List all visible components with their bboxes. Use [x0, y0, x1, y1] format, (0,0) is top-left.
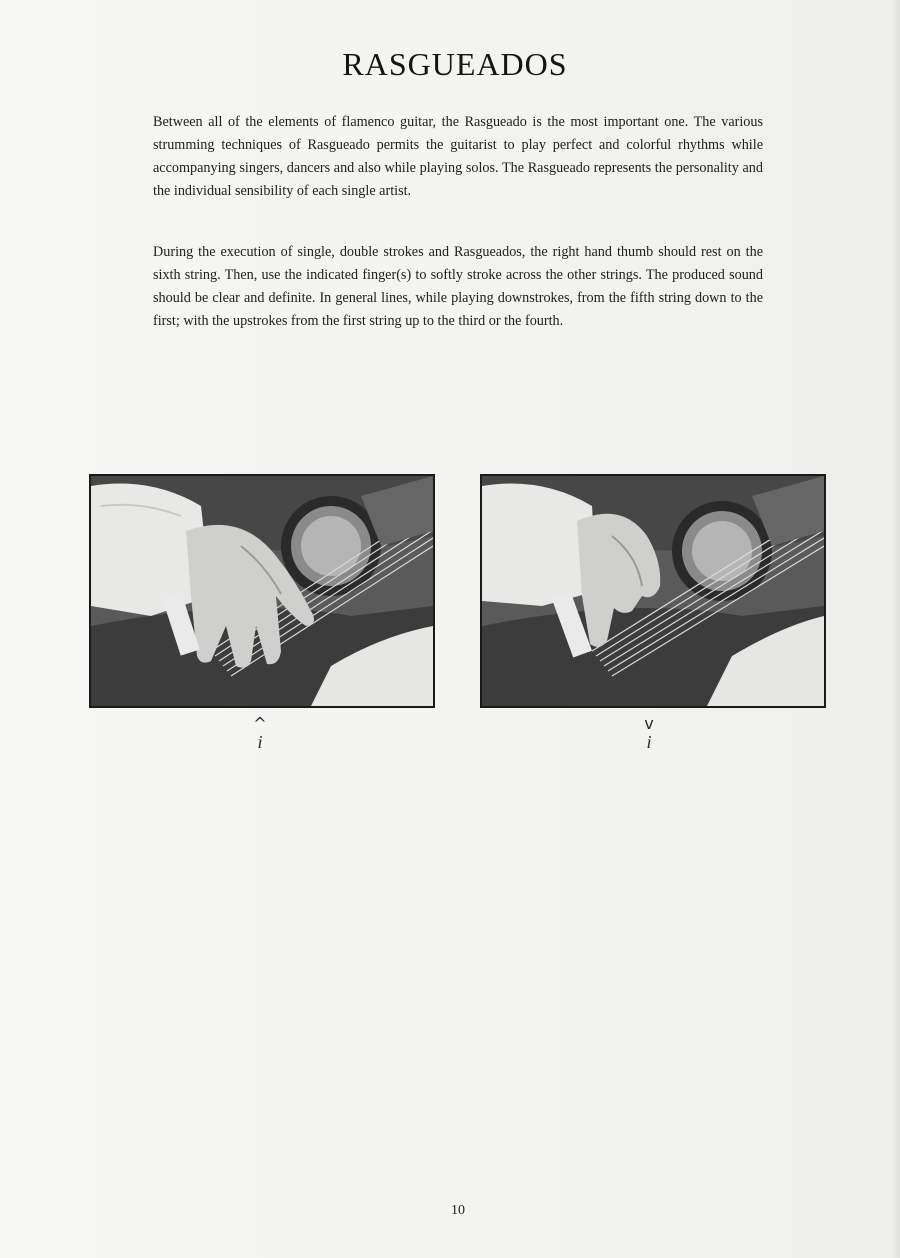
guitar-hand-downstroke-image — [482, 476, 824, 706]
downstroke-symbol: v — [644, 714, 654, 733]
upstroke-symbol: ^ — [253, 714, 267, 733]
page-title: RASGUEADOS — [342, 46, 568, 82]
page-number: 10 — [451, 1203, 465, 1218]
upstroke-label — [245, 716, 275, 752]
technique-paragraph: During the execution of single, double strokes and Rasgueados, the right hand thumb should rest on the sixth string. Then, use the indicated finger(s) to softly stroke across the other strings. The produced sound should be clear and definite. In general lines, while playing downstrokes, from the fifth string down to the first; with the upstrokes from the first string up to the third or the fourth. — [153, 244, 763, 329]
intro-paragraph: Between all of the elements of flamenco guitar, the Rasgueado is the most important one. The various strumming techniques of Rasgueado permits the guitarist to play perfect and colorful rhythms while accompanying singers, dancers and also while playing solos. The Rasgueado represents the personality and the individual sensibility of each single artist. — [153, 114, 763, 199]
page-edge-shadow — [892, 0, 900, 1258]
finger-index-label: i — [646, 732, 652, 752]
downstroke-label — [634, 716, 664, 752]
guitar-hand-upstroke-image — [91, 476, 433, 706]
photo-upstroke — [89, 474, 435, 708]
photo-downstroke — [480, 474, 826, 708]
finger-index-label: i — [257, 732, 263, 752]
